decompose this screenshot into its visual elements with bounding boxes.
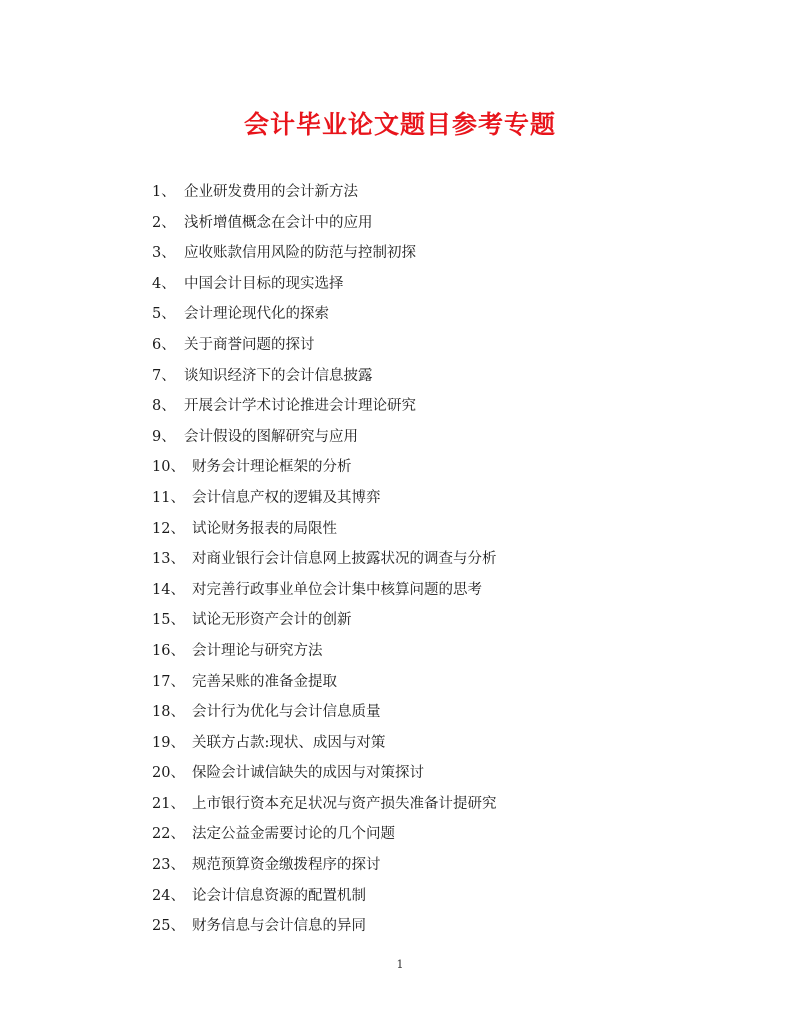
item-text: 会计行为优化与会计信息质量 bbox=[192, 704, 381, 721]
item-number: 25、 bbox=[152, 918, 185, 935]
item-text: 关联方占款:现状、成因与对策 bbox=[192, 734, 386, 751]
item-text: 财务信息与会计信息的异同 bbox=[192, 918, 366, 935]
item-text: 上市银行资本充足状况与资产损失准备计提研究 bbox=[192, 795, 497, 812]
item-text: 完善呆账的准备金提取 bbox=[192, 673, 337, 690]
item-text: 论会计信息资源的配置机制 bbox=[192, 887, 366, 904]
item-text: 会计理论与研究方法 bbox=[192, 642, 323, 659]
item-number: 23、 bbox=[152, 857, 185, 874]
item-number: 11、 bbox=[152, 489, 185, 506]
item-text: 应收账款信用风险的防范与控制初探 bbox=[184, 245, 416, 262]
item-number: 4、 bbox=[152, 275, 176, 292]
item-text: 会计信息产权的逻辑及其博弈 bbox=[192, 489, 381, 506]
item-number: 9、 bbox=[152, 428, 176, 445]
item-text: 企业研发费用的会计新方法 bbox=[184, 184, 358, 200]
list-item bbox=[152, 177, 497, 208]
list-item bbox=[152, 728, 497, 759]
list-item bbox=[152, 483, 497, 514]
item-text: 保险会计诚信缺失的成因与对策探讨 bbox=[192, 765, 424, 782]
list-item bbox=[152, 269, 497, 300]
list-item bbox=[152, 330, 497, 361]
item-text: 浅析增值概念在会计中的应用 bbox=[184, 214, 373, 231]
item-text: 中国会计目标的现实选择 bbox=[184, 275, 344, 292]
item-number: 19、 bbox=[152, 734, 185, 751]
item-number: 21、 bbox=[152, 795, 185, 812]
list-item bbox=[152, 636, 497, 667]
item-text: 试论财务报表的局限性 bbox=[192, 520, 337, 537]
item-number: 22、 bbox=[152, 826, 185, 843]
list-item bbox=[152, 544, 497, 575]
item-text: 会计假设的图解研究与应用 bbox=[184, 428, 358, 445]
item-number: 12、 bbox=[152, 520, 185, 537]
item-text: 法定公益金需要讨论的几个问题 bbox=[192, 826, 395, 843]
item-number: 24、 bbox=[152, 887, 185, 904]
page-number: 1 bbox=[396, 958, 404, 971]
item-number: 13、 bbox=[152, 551, 185, 568]
item-number: 7、 bbox=[152, 367, 176, 384]
item-text: 财务会计理论框架的分析 bbox=[192, 459, 352, 476]
list-item bbox=[152, 208, 497, 239]
list-item bbox=[152, 361, 497, 392]
item-number: 16、 bbox=[152, 642, 185, 659]
list-item bbox=[152, 881, 497, 912]
item-number: 18、 bbox=[152, 704, 185, 721]
item-text: 谈知识经济下的会计信息披露 bbox=[184, 367, 373, 384]
list-item bbox=[152, 422, 497, 453]
list-item bbox=[152, 238, 497, 269]
item-number: 10、 bbox=[152, 459, 185, 476]
topic-list bbox=[152, 177, 497, 942]
list-item bbox=[152, 391, 497, 422]
item-text: 开展会计学术讨论推进会计理论研究 bbox=[184, 398, 416, 415]
item-text: 对商业银行会计信息网上披露状况的调查与分析 bbox=[192, 551, 497, 568]
item-number: 14、 bbox=[152, 581, 185, 598]
item-text: 会计理论现代化的探索 bbox=[184, 306, 329, 323]
item-number: 6、 bbox=[152, 336, 176, 353]
document-title: 会计毕业论文题目参考专题 bbox=[243, 110, 556, 139]
item-number: 2、 bbox=[152, 214, 176, 231]
item-text: 试论无形资产会计的创新 bbox=[192, 612, 352, 629]
item-number: 1、 bbox=[152, 184, 176, 200]
list-item bbox=[152, 452, 497, 483]
list-item bbox=[152, 514, 497, 545]
list-item bbox=[152, 850, 497, 881]
item-text: 规范预算资金缴拨程序的探讨 bbox=[192, 857, 381, 874]
list-item bbox=[152, 819, 497, 850]
list-item bbox=[152, 911, 497, 942]
list-item bbox=[152, 605, 497, 636]
list-item bbox=[152, 667, 497, 698]
list-item bbox=[152, 789, 497, 820]
item-number: 17、 bbox=[152, 673, 185, 690]
list-item bbox=[152, 575, 497, 606]
item-number: 15、 bbox=[152, 612, 185, 629]
item-number: 5、 bbox=[152, 306, 176, 323]
item-number: 3、 bbox=[152, 245, 176, 262]
item-number: 20、 bbox=[152, 765, 185, 782]
item-text: 对完善行政事业单位会计集中核算问题的思考 bbox=[192, 581, 482, 598]
list-item bbox=[152, 299, 497, 330]
item-text: 关于商誉问题的探讨 bbox=[184, 336, 315, 353]
item-number: 8、 bbox=[152, 398, 176, 415]
list-item bbox=[152, 697, 497, 728]
list-item bbox=[152, 758, 497, 789]
